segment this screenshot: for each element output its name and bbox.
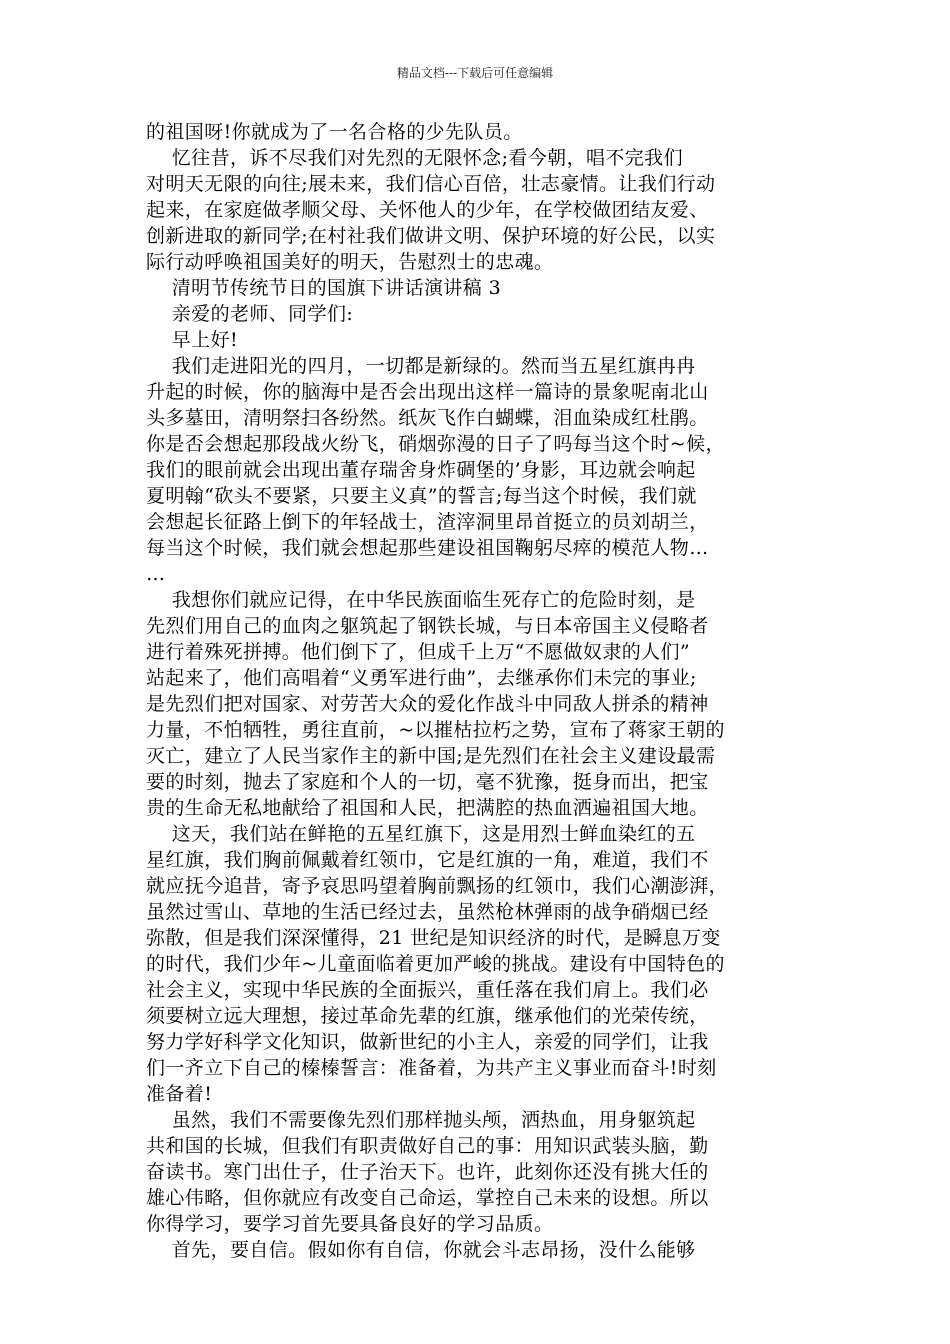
paragraph: 虽然，我们不需要像先烈们那样抛头颅，洒热血，用身躯筑起 共和国的长城，但我们有职责做好自己的事：用知识武装头脑，勤 奋读书。寒门出仕子，仕子治天下。也许，此刻你还没有挑大任的 雄心伟略，但你就应有改变自己命运，掌控自己未来的设想。所以 你得学习，要学习首先要具备良好的学习品质。	[146, 1109, 709, 1235]
paragraph: 我们走进阳光的四月，一切都是新绿的。然而当五星红旗冉冉 升起的时候，你的脑海中是否会出现出这样一篇诗的景象呢南北山 头多墓田，清明祭扫各纷然。纸灰飞作白蝴蝶，泪血染成红杜鹃。 你是否会想起那段战火纷飞，硝烟弥漫的日子了吗每当这个时~候， 我们的眼前就会出现出董存瑞舍身炸碉堡的’身影，耳边就会响起 夏明翰“砍头不要紧，只要主义真”的誓言;每当这个时候，我们就 会想起长征路上倒下的年轻战士，渣滓洞里昂首挺立的员刘胡兰， 每当这个时候，我们就会想起那些建设祖国鞠躬尽瘁的模范人物… …	[146, 355, 725, 585]
paragraph: 我想你们就应记得，在中华民族面临生死存亡的危险时刻，是 先烈们用自己的血肉之躯筑起了钢铁长城，与日本帝国主义侵略者 进行着殊死拼搏。他们倒下了，但成千上万“不愿做奴隶的人们” 站起来了，他们高唱着“义勇军进行曲”，去继承你们未完的事业; 是先烈们把对国家、对劳苦大众的爱化作战斗中同敌人拼杀的精神 力量，不怕牺牲，勇往直前，~以摧枯拉朽之势，宣布了蒋家王朝的 灭亡，建立了人民当家作主的新中国;是先烈们在社会主义建设最需 要的时刻，抛去了家庭和个人的一切，毫不犹豫，挺身而出，把宝 贵的生命无私地献给了祖国和人民，把满腔的热血洒遍祖国大地。	[146, 589, 725, 819]
page-header: 精品文档---下载后可任意编辑	[396, 66, 554, 80]
paragraph: 首先，要自信。假如你有自信，你就会斗志昂扬，没什么能够	[146, 1239, 696, 1261]
paragraph: 的祖国呀!你就成为了一名合格的少先队员。	[146, 121, 523, 143]
greeting: 早上好!	[146, 329, 239, 351]
salutation: 亲爱的老师、同学们:	[146, 303, 354, 325]
paragraph: 忆往昔，诉不尽我们对先烈的无限怀念;看今朝，唱不完我们 对明天无限的向往;展未来，我们信心百倍，壮志豪情。让我们行动 起来，在家庭做孝顺父母、关怀他人的少年，在学校做团结友爱、 创新进取的新同学;在村社我们做讲文明、保护环境的好公民，以实 际行动呼唤祖国美好的明天，告慰烈士的忠魂。	[146, 147, 716, 273]
document-body	[146, 119, 822, 1263]
paragraph: 这天，我们站在鲜艳的五星红旗下，这是用烈士鲜血染红的五 星红旗，我们胸前佩戴着红领巾，它是红旗的一角，难道，我们不 就应抚今追昔，寄予哀思吗望着胸前飘扬的红领巾，我们心潮澎湃， 虽然过雪山、草地的生活已经过去，虽然枪林弹雨的战争硝烟已经 弥散，但是我们深深懂得，21 世纪是知识经济的时代，是瞬息万变 的时代，我们少年~儿童面临着更加严峻的挑战。建设有中国特色的 社会主义，实现中华民族的全面振兴，重任落在我们肩上。我们必 须要树立远大理想，接过革命先辈的红旗，继承他们的光荣传统， 努力学好科学文化知识，做新世纪的小主人，亲爱的同学们，让我 们一齐立下自己的榛榛誓言：准备着，为共产主义事业而奋斗!时刻 准备着!	[146, 823, 729, 1105]
section-title: 清明节传统节日的国旗下讲话演讲稿 3	[146, 277, 502, 299]
